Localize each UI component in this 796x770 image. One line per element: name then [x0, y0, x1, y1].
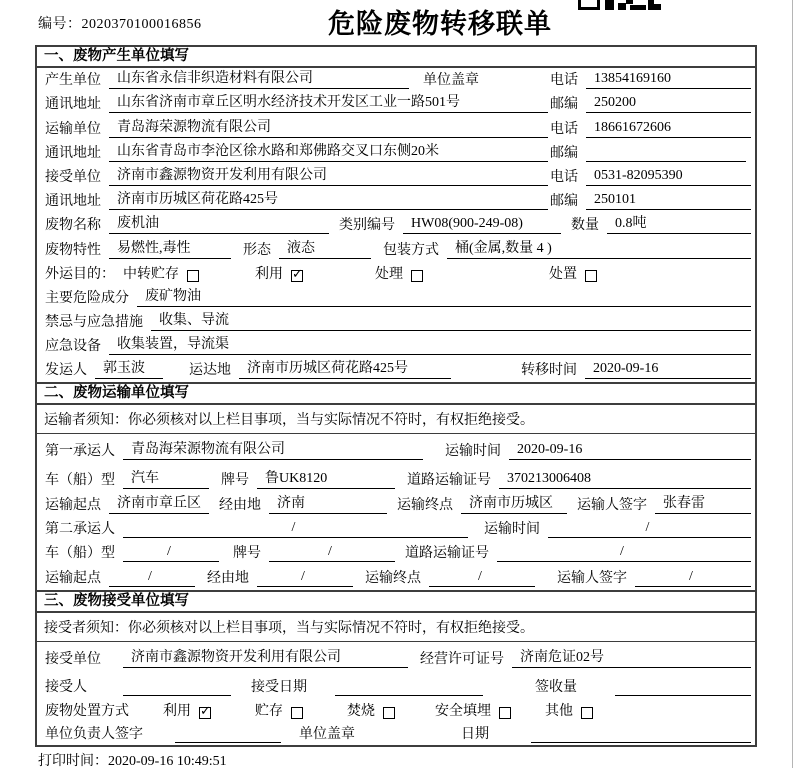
receipt-qty-label: 签收量 [535, 679, 577, 695]
waste-name-row [37, 213, 755, 237]
route2-via-value: / [257, 569, 353, 587]
waste-traits-value: 易燃性,毒性 [109, 237, 231, 258]
route1-sign-label: 运输人签字 [577, 497, 647, 513]
transporter-phone-value: 18661672606 [586, 120, 751, 138]
waste-traits-row [37, 237, 755, 261]
transporter-notice-row [37, 405, 755, 434]
purpose-option-dispose-label: 处置 [549, 266, 577, 282]
producer-address-row [37, 92, 755, 116]
responsible-sign-row [37, 723, 755, 746]
destination-value: 济南市历城区荷花路425号 [239, 358, 451, 379]
checkbox-icon-dispose [585, 270, 597, 282]
waste-pack-value: 桶(金属,数量 4 ) [447, 237, 751, 258]
vehicle2-type-value: / [123, 544, 219, 562]
road-license1-label: 道路运输证号 [407, 473, 491, 489]
waste-name-label: 废物名称 [45, 218, 101, 234]
receiver-zip-label: 邮编 [550, 194, 578, 210]
route2-end-label: 运输终点 [365, 570, 421, 586]
route2-start-value: / [109, 569, 195, 587]
disposal-option-use [163, 700, 211, 720]
waste-qty-value: 0.8吨 [607, 213, 751, 234]
checkbox-icon-disposal-store [291, 707, 303, 719]
transporter-zip-value [586, 145, 746, 162]
acceptor-label: 接受人 [45, 679, 87, 695]
transport-time1-value: 2020-09-16 [509, 442, 751, 460]
waste-form-value: 液态 [279, 237, 371, 258]
first-carrier-value: 青岛海荣源物流有限公司 [123, 438, 423, 460]
section1-header: 一、废物产生单位填写 [37, 47, 755, 68]
emergency-measures-value: 收集、导流 [151, 310, 751, 331]
disposal-option-other [545, 700, 593, 720]
dispatcher-label: 发运人 [45, 363, 87, 379]
checkbox-icon-disposal-landfill [499, 707, 511, 719]
transporter-unit-row [37, 116, 755, 140]
emergency-equipment-row [37, 334, 755, 358]
route1-end-label: 运输终点 [397, 497, 453, 513]
sign-date-value [531, 726, 751, 743]
route1-via-value: 济南 [269, 492, 387, 514]
emergency-measures-label: 禁忌与应急措施 [45, 315, 143, 331]
checkbox-icon-storage [187, 270, 199, 282]
transporter-address-value: 山东省青岛市李沧区徐水路和郑佛路交叉口东侧20米 [109, 141, 548, 162]
section2-header: 二、废物运输单位填写 [37, 382, 755, 405]
transfer-purpose-label: 外运目的： [45, 266, 115, 282]
responsible-sign-label: 单位负责人签字 [45, 726, 143, 742]
receiver-unit-label: 接受单位 [45, 169, 101, 185]
checkbox-icon-disposal-burn [383, 707, 395, 719]
producer-phone-value: 13854169160 [586, 71, 751, 89]
road-license2-value: / [497, 544, 751, 562]
plate1-label: 牌号 [221, 473, 249, 489]
waste-qty-label: 数量 [571, 218, 599, 234]
transport-time2-label: 运输时间 [484, 522, 540, 538]
purpose-option-treat-label: 处理 [375, 266, 403, 282]
waste-pack-label: 包装方式 [383, 242, 439, 258]
disposal-option-landfill-label: 安全填埋 [435, 703, 491, 719]
disposal-option-use-label: 利用 [163, 703, 191, 719]
first-carrier-label: 第一承运人 [45, 444, 115, 460]
plate1-value: 鲁UK8120 [257, 467, 395, 489]
hazard-component-value: 废矿物油 [137, 286, 751, 307]
purpose-option-treat [375, 263, 423, 283]
transporter-phone-label: 电话 [550, 121, 578, 137]
emergency-equipment-label: 应急设备 [45, 339, 101, 355]
transport-time2-value: / [548, 520, 751, 538]
receipt-qty-value [615, 679, 751, 696]
print-time-line [38, 750, 227, 770]
waste-traits-label: 废物特性 [45, 242, 101, 258]
receiver-phone-label: 电话 [550, 169, 578, 185]
manifest-form [35, 45, 757, 747]
producer-phone-label: 电话 [550, 73, 578, 89]
receiver-unit-row [37, 165, 755, 189]
document-title: 危险废物转移联单 [328, 9, 552, 39]
checkbox-icon-treat [411, 270, 423, 282]
route1-via-label: 经由地 [219, 497, 261, 513]
acceptor-value [123, 679, 231, 696]
serial-number: 2020370100016856 [81, 17, 202, 32]
responsible-sign-value [175, 726, 281, 743]
accept-unit-label: 接受单位 [45, 651, 101, 667]
producer-zip-label: 邮编 [550, 97, 578, 113]
disposal-method-row [37, 699, 755, 723]
producer-unit-label: 产生单位 [45, 73, 101, 89]
transporter-zip-label: 邮编 [550, 145, 578, 161]
road-license2-label: 道路运输证号 [405, 546, 489, 562]
checkbox-icon-use [291, 270, 303, 282]
vehicle1-type-label: 车（船）型 [45, 473, 115, 489]
route1-start-label: 运输起点 [45, 497, 101, 513]
route2-via-label: 经由地 [207, 570, 249, 586]
road-license1-value: 370213006408 [499, 471, 751, 489]
route1-start-value: 济南市章丘区 [109, 492, 209, 514]
producer-unit-value: 山东省永信非织造材料有限公司 [109, 68, 409, 89]
destination-label: 运达地 [189, 363, 231, 379]
waste-code-label: 类别编号 [339, 218, 395, 234]
vehicle1-row [37, 463, 755, 492]
transporter-notice-text: 运输者须知：你必须核对以上栏目事项，当与实际情况不符时，有权拒绝接受。 [44, 413, 534, 429]
vehicle1-type-value: 汽车 [123, 467, 209, 489]
route2-sign-value: / [635, 569, 751, 587]
disposal-option-burn [347, 700, 395, 720]
vehicle2-type-label: 车（船）型 [45, 546, 115, 562]
emergency-measures-row [37, 310, 755, 334]
route1-row [37, 492, 755, 517]
transporter-address-row [37, 141, 755, 165]
dispatch-row [37, 358, 755, 382]
dispatcher-value: 郭玉波 [95, 358, 163, 379]
receiver-unit-value: 济南市鑫源物资开发利用有限公司 [109, 165, 548, 186]
section3-header: 三、废物接受单位填写 [37, 590, 755, 613]
transfer-time-label: 转移时间 [521, 363, 577, 379]
disposal-option-other-label: 其他 [545, 703, 573, 719]
transfer-purpose-row [37, 262, 755, 286]
producer-zip-value: 250200 [586, 95, 751, 113]
second-carrier-value: / [123, 520, 468, 538]
hazard-component-label: 主要危险成分 [45, 290, 129, 306]
route1-end-value: 济南市历城区 [461, 492, 567, 514]
accept-date-label: 接受日期 [251, 679, 307, 695]
waste-name-value: 废机油 [109, 213, 329, 234]
purpose-option-storage [123, 263, 199, 283]
route2-end-value: / [429, 569, 535, 587]
first-carrier-row [37, 434, 755, 463]
purpose-option-storage-label: 中转贮存 [123, 266, 179, 282]
vehicle2-row [37, 541, 755, 565]
second-carrier-label: 第二承运人 [45, 522, 115, 538]
sign-date-label: 日期 [461, 726, 489, 742]
hazard-component-row [37, 286, 755, 310]
business-license-label: 经营许可证号 [420, 651, 504, 667]
purpose-option-dispose [549, 263, 597, 283]
transporter-address-label: 通讯地址 [45, 145, 101, 161]
route1-sign-value: 张春雷 [655, 492, 751, 514]
transport-time1-label: 运输时间 [445, 444, 501, 460]
receiver-address-label: 通讯地址 [45, 194, 101, 210]
unit-seal2-label: 单位盖章 [299, 726, 355, 742]
receiver-notice-row [37, 613, 755, 642]
receiver-notice-text: 接受者须知：你必须核对以上栏目事项，当与实际情况不符时，有权拒绝接受。 [44, 620, 534, 636]
route2-sign-label: 运输人签字 [557, 570, 627, 586]
waste-form-label: 形态 [243, 242, 271, 258]
disposal-method-label: 废物处置方式 [45, 703, 129, 719]
transporter-unit-label: 运输单位 [45, 121, 101, 137]
checkbox-icon-disposal-other [581, 707, 593, 719]
waste-code-value: HW08(900-249-08) [403, 216, 561, 234]
checkbox-icon-disposal-use [199, 707, 211, 719]
producer-address-value: 山东省济南市章丘区明水经济技术开发区工业一路501号 [109, 92, 548, 113]
purpose-option-use-label: 利用 [255, 266, 283, 282]
plate2-label: 牌号 [233, 546, 261, 562]
plate2-value: / [269, 544, 395, 562]
qr-code-icon [578, 0, 662, 11]
emergency-equipment-value: 收集装置，导流渠 [109, 334, 751, 355]
producer-unit-row [37, 68, 755, 92]
serial-label: 编号： [38, 17, 82, 32]
receiver-address-value: 济南市历城区荷花路425号 [109, 189, 548, 210]
scan-edge-line [792, 0, 793, 768]
route2-row [37, 565, 755, 589]
route2-start-label: 运输起点 [45, 570, 101, 586]
accept-unit-value: 济南市鑫源物资开发利用有限公司 [123, 646, 408, 668]
disposal-option-burn-label: 焚烧 [347, 703, 375, 719]
receiver-address-row [37, 189, 755, 213]
purpose-option-use [255, 263, 303, 283]
serial-number-line [38, 13, 202, 33]
business-license-value: 济南危证02号 [512, 646, 751, 668]
producer-address-label: 通讯地址 [45, 97, 101, 113]
receiver-zip-value: 250101 [586, 192, 751, 210]
print-time-label: 打印时间： [38, 754, 108, 769]
second-carrier-row [37, 517, 755, 541]
disposal-option-store [255, 700, 303, 720]
disposal-option-landfill [435, 700, 511, 720]
receiver-phone-value: 0531-82095390 [586, 168, 751, 186]
print-time-value: 2020-09-16 10:49:51 [108, 754, 227, 769]
accept-unit-row [37, 642, 755, 671]
transfer-time-value: 2020-09-16 [585, 361, 751, 379]
disposal-option-store-label: 贮存 [255, 703, 283, 719]
accept-date-value [335, 679, 483, 696]
acceptor-row [37, 671, 755, 699]
transporter-unit-value: 青岛海荣源物流有限公司 [109, 116, 548, 137]
unit-seal-label: 单位盖章 [423, 73, 479, 89]
